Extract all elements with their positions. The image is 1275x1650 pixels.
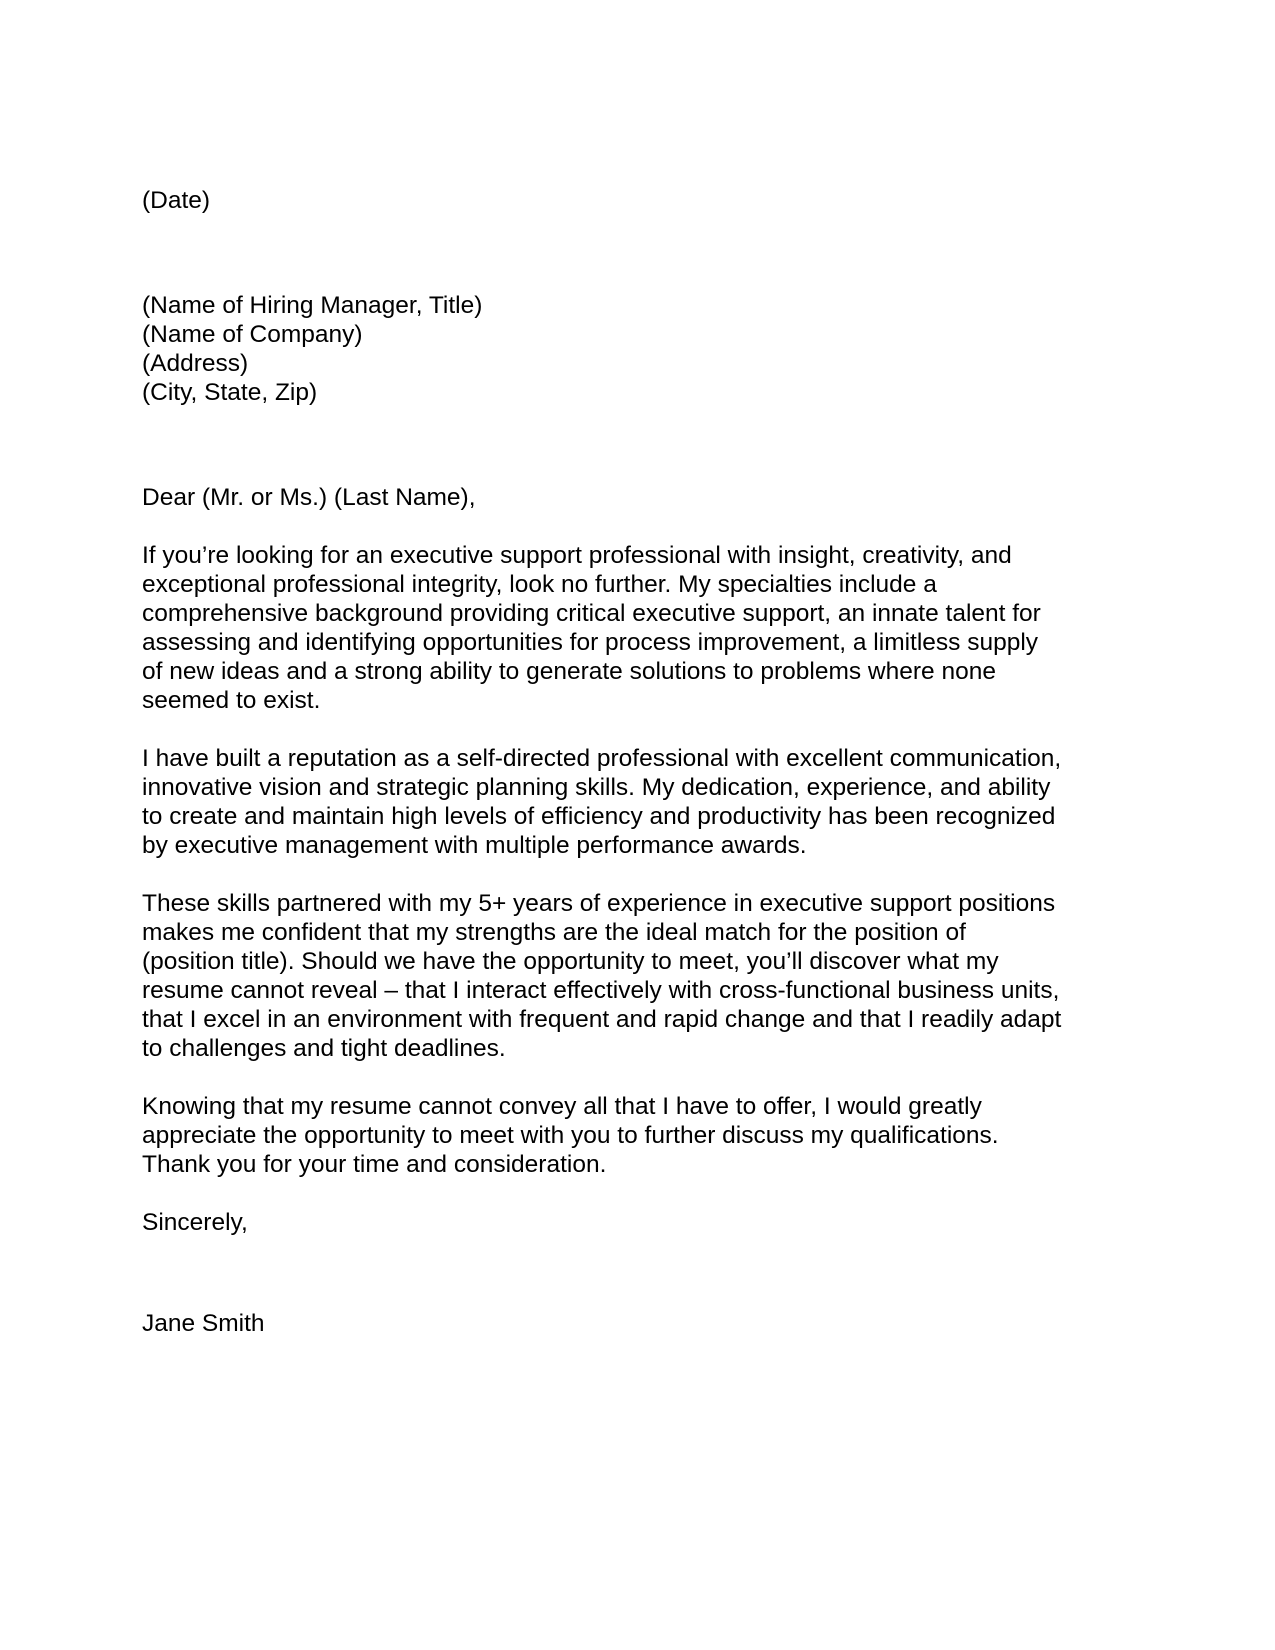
closing-salutation: Sincerely, xyxy=(142,1209,248,1236)
salutation: Dear (Mr. or Ms.) (Last Name), xyxy=(142,484,476,511)
recipient-line-address: (Address) xyxy=(142,350,249,377)
recipient-line-city-state-zip: (City, State, Zip) xyxy=(142,379,318,406)
body-paragraph-2: I have built a reputation as a self-directed professional with excellent communication, innovative vision and strategic planning skills. My dedication, experience, and ability to create and maintain high levels of efficiency and productivity has been recognized by executive management with multiple performance awards. xyxy=(142,745,1062,859)
body-paragraph-3: These skills partnered with my 5+ years of experience in executive support positions makes me confident that my strengths are the ideal match for the position of (position title). Should we have the opportunity to meet, you’ll discover what my resume cannot reveal – that I interact effectively with cross-functional business units, that I excel in an environment with frequent and rapid change and that I readily adapt to challenges and tight deadlines. xyxy=(142,890,1062,1062)
recipient-line-manager: (Name of Hiring Manager, Title) xyxy=(142,292,483,319)
body-paragraph-1: If you’re looking for an executive support professional with insight, creativity, and exceptional professional integrity, look no further. My specialties include a comprehensive background providing critical executive support, an innate talent for assessing and identifying opportunities for process improvement, a limitless supply of new ideas and a strong ability to generate solutions to problems where none seemed to exist. xyxy=(142,542,1041,714)
body-paragraph-4: Knowing that my resume cannot convey all that I have to offer, I would greatly appreciate the opportunity to meet with you to further discuss my qualifications. Thank you for your time and consideration. xyxy=(142,1093,999,1178)
letter-content xyxy=(142,186,1062,1363)
recipient-line-company: (Name of Company) xyxy=(142,321,363,348)
signature-name: Jane Smith xyxy=(142,1310,265,1337)
date-placeholder: (Date) xyxy=(142,187,211,214)
recipient-address-block xyxy=(142,291,1062,407)
